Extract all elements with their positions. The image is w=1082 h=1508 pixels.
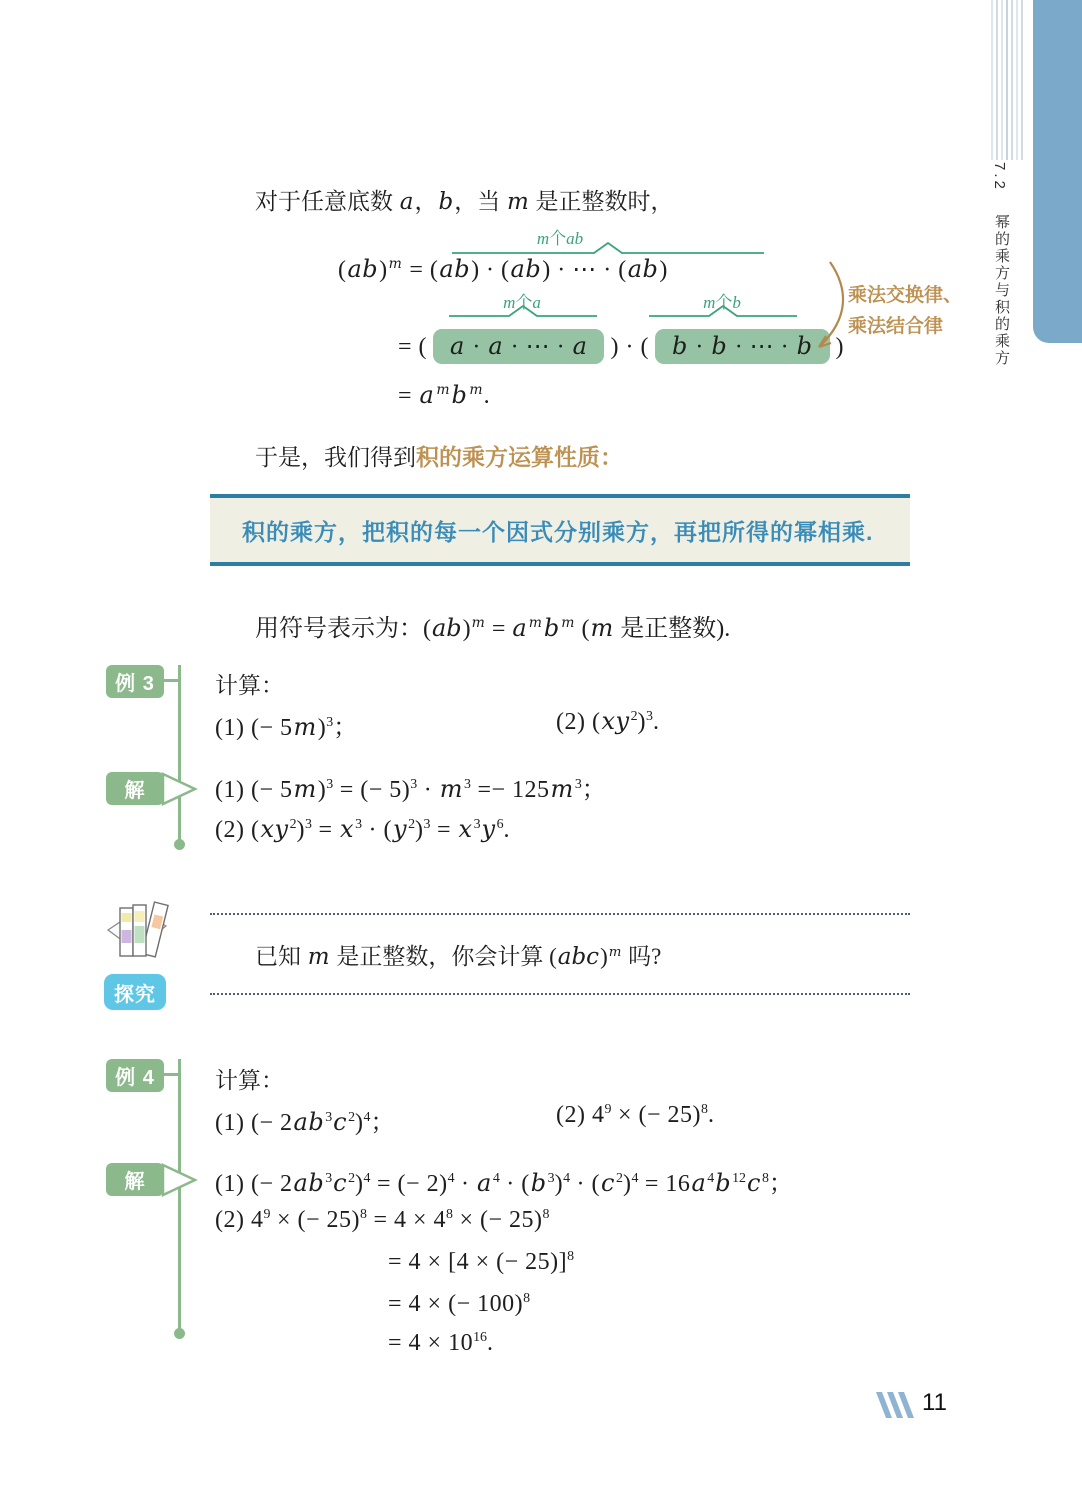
example4-solution2-line4: = $4 \times 10^{16}$. [388, 1330, 494, 1356]
example3-solution2: (2) $(xy^2)^3 = x^3 \cdot (y^2)^3 = x^3y^6$. [215, 815, 511, 843]
overbrace-a-icon [447, 303, 599, 319]
example4-badge: 例 4 [106, 1059, 164, 1092]
derivation-line2 [398, 329, 844, 364]
overbrace-b-icon [647, 303, 799, 319]
law-annotation-line2: 乘法结合律 [848, 316, 944, 337]
property-leadin [255, 439, 623, 472]
solve-pennant-icon [162, 1163, 198, 1197]
derivation-line3: = a $^m$b $^m$. [398, 381, 491, 409]
example4-question2: (2) $4^9$ × (− 25)$^8$. [556, 1102, 715, 1128]
intro-paragraph: 对于任意底数 a，b，当 m 是正整数时， [255, 189, 674, 215]
section-number: 7.2 [991, 162, 1008, 192]
slash-marks-icon [876, 1390, 916, 1420]
explore-badge: 探究 [104, 974, 166, 1010]
rule-text: 积的乘方，把积的每一个因式分别乘方，再把所得的幂相乘. [242, 518, 874, 545]
example3-prompt: 计算： [215, 673, 284, 698]
derivation-line1: (ab)$^m$ = (ab) · (ab) · ⋯ · (ab) [338, 255, 668, 283]
example4-solution2-line3: = 4 × (− 100)$^8$ [388, 1291, 531, 1317]
explore-divider-top [210, 913, 910, 915]
example4-question1: (1) (− $2ab^3c^2)^4$； [215, 1108, 395, 1136]
example3-question1: (1) (− 5m)$^3$； [215, 713, 358, 741]
highlight-group-a: a · a · ⋯ · a [433, 329, 604, 364]
page-number: 11 [922, 1389, 947, 1416]
page-edge-lines-icon [990, 0, 1026, 160]
example4-solution2-line2: = 4 × [4 × (− 25)]$^8$ [388, 1249, 575, 1275]
property-lead-text: 于是，我们得到 [255, 445, 416, 470]
books-wings-icon [106, 900, 168, 968]
law-annotation-line1: 乘法交换律、 [848, 285, 963, 306]
line2-close: ) [835, 334, 845, 360]
section-title: 幂的乘方与积的乘方 [993, 214, 1010, 367]
example4-solution2-line1: (2) $4^9$ × (− $25)^8 = 4 \times 4^8$ × (− 25)$^8$ [215, 1207, 550, 1233]
line2-middle: ) · ( [610, 334, 649, 360]
symbolic-form: 用符号表示为：(ab)$^m$ = a $^m$b $^m$ (m 是正整数). [255, 614, 731, 642]
example3-timeline-dot [174, 839, 185, 850]
line2-open: = ( [398, 334, 428, 360]
example4-prompt: 计算： [215, 1068, 284, 1093]
highlight-group-b: b · b · ⋯ · b [655, 329, 830, 364]
example4-timeline-dot [174, 1328, 185, 1339]
example3-timeline [178, 665, 181, 843]
law-annotation [848, 280, 962, 342]
count-label-b: m个b [703, 293, 741, 312]
count-label-a: m个a [503, 293, 541, 312]
example4-solve-badge: 解 [106, 1163, 164, 1196]
overbrace-ab-icon [450, 240, 766, 256]
solve-pennant-icon [162, 772, 198, 806]
example3-solve-badge: 解 [106, 772, 164, 805]
example4-solution1: (1) (− $2ab^3c^2)^4$ = (− $2)^4 \cdot a^4 \cdot (b^3)^4 \cdot (c^2)^4 = 16a^4b^{12}c^8$； [215, 1169, 794, 1197]
rule-box [210, 494, 910, 566]
example3-badge: 例 3 [106, 665, 164, 698]
count-label-ab: m个ab [536, 229, 584, 248]
example3-question2: (2) $(xy^2)^3$. [556, 707, 660, 735]
property-emphasis: 积的乘方运算性质 [416, 444, 600, 470]
example3-solution1: (1) (− 5m)$^3$ = (− $5)^3 \cdot m^3 =- 125m^3$； [215, 775, 607, 803]
curved-arrow-icon [806, 260, 850, 356]
property-colon: ： [600, 444, 623, 470]
chapter-tab [1033, 0, 1082, 343]
explore-divider-bottom [210, 993, 910, 995]
explore-question: 已知 m 是正整数，你会计算 (abc)$^m$ 吗? [255, 944, 662, 970]
